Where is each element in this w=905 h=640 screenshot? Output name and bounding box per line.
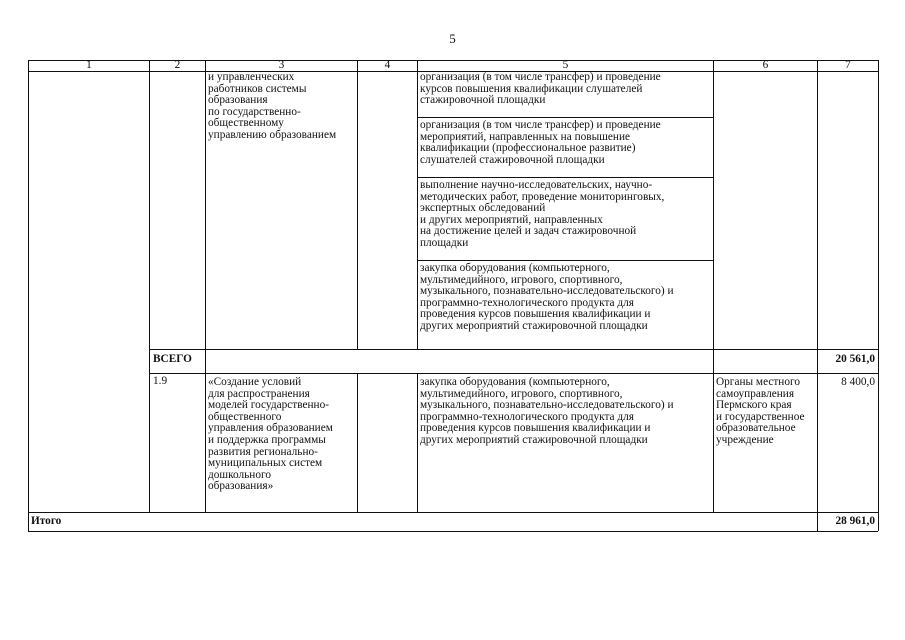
page-number: 5 xyxy=(449,31,456,46)
header-col-5: 5 xyxy=(562,59,569,71)
itogo-amount: 28 961,0 xyxy=(835,515,875,527)
row-19-amount: 8 400,0 xyxy=(841,376,875,388)
row-19-col5-text: закупка оборудования (компьютерного, мультимедийного, игрового, спортивного, музыкального, познавательно-исследовательского) и программно-технологического продукта для проведения курсов повышения квалификации и других мероприятий стажировочной площадки xyxy=(420,376,674,446)
header-col-7: 7 xyxy=(845,59,851,71)
itogo-top-border xyxy=(28,512,878,513)
row-a-col3-text: и управленческих работников системы образования по государственно- общественному управлению образованием xyxy=(208,71,337,141)
row-a-col5-item-3: выполнение научно-исследовательских, научно- методических работ, проведение мониторинговых, экспертных обследований и других мероприятий, направленных на достижение целей и задач стажировочной площадки xyxy=(420,179,665,249)
col-divider-5-6 xyxy=(713,60,714,512)
col-divider-3-4 xyxy=(357,60,358,349)
subrow-divider-2 xyxy=(417,177,713,178)
col-divider-4-5-lower xyxy=(417,373,418,512)
vsego-amount: 20 561,0 xyxy=(835,353,875,365)
header-col-4: 4 xyxy=(384,59,391,71)
row-19-col3-text: «Создание условий для распространения моделей государственно- общественного управления образованием и поддержка программы развития регионально- муниципальных систем дошкольного образования» xyxy=(208,376,333,493)
table-bottom-border xyxy=(28,531,878,532)
vsego-bottom-border xyxy=(149,373,878,374)
subrow-divider-1 xyxy=(417,117,713,118)
col-divider-1-2 xyxy=(149,60,150,512)
subrow-divider-3 xyxy=(417,260,713,261)
row-19-col6-text: Органы местного самоуправления Пермского края и государственное образовательное учреждение xyxy=(716,376,805,446)
col-divider-6-7 xyxy=(817,60,818,531)
header-col-6: 6 xyxy=(762,59,769,71)
row-a-col5-item-2: организация (в том числе трансфер) и проведение мероприятий, направленных на повышение квалификации (профессиональное развитие) слушателей стажировочной площадки xyxy=(420,119,661,166)
vsego-label: ВСЕГО xyxy=(153,353,192,365)
header-col-3: 3 xyxy=(278,59,285,71)
col-divider-3-4-lower xyxy=(357,373,358,512)
header-col-1: 1 xyxy=(86,59,92,71)
col-divider-4-5 xyxy=(417,60,418,349)
row-a-col5-item-4: закупка оборудования (компьютерного, мультимедийного, игрового, спортивного, музыкального, познавательно-исследовательского) и программно-технологического продукта для проведения курсов повышения квалификации и других мероприятий стажировочной площадки xyxy=(420,262,674,332)
row-a-col5-item-1: организация (в том числе трансфер) и проведение курсов повышения квалификации слушателей стажировочной площадки xyxy=(420,71,661,107)
header-col-2: 2 xyxy=(174,59,181,71)
table-left-border xyxy=(28,60,29,531)
col-divider-2-3 xyxy=(205,60,206,512)
row-19-number: 1.9 xyxy=(153,375,168,387)
itogo-label: Итого xyxy=(31,515,62,527)
vsego-top-border xyxy=(149,349,878,350)
table-right-border xyxy=(878,60,879,531)
